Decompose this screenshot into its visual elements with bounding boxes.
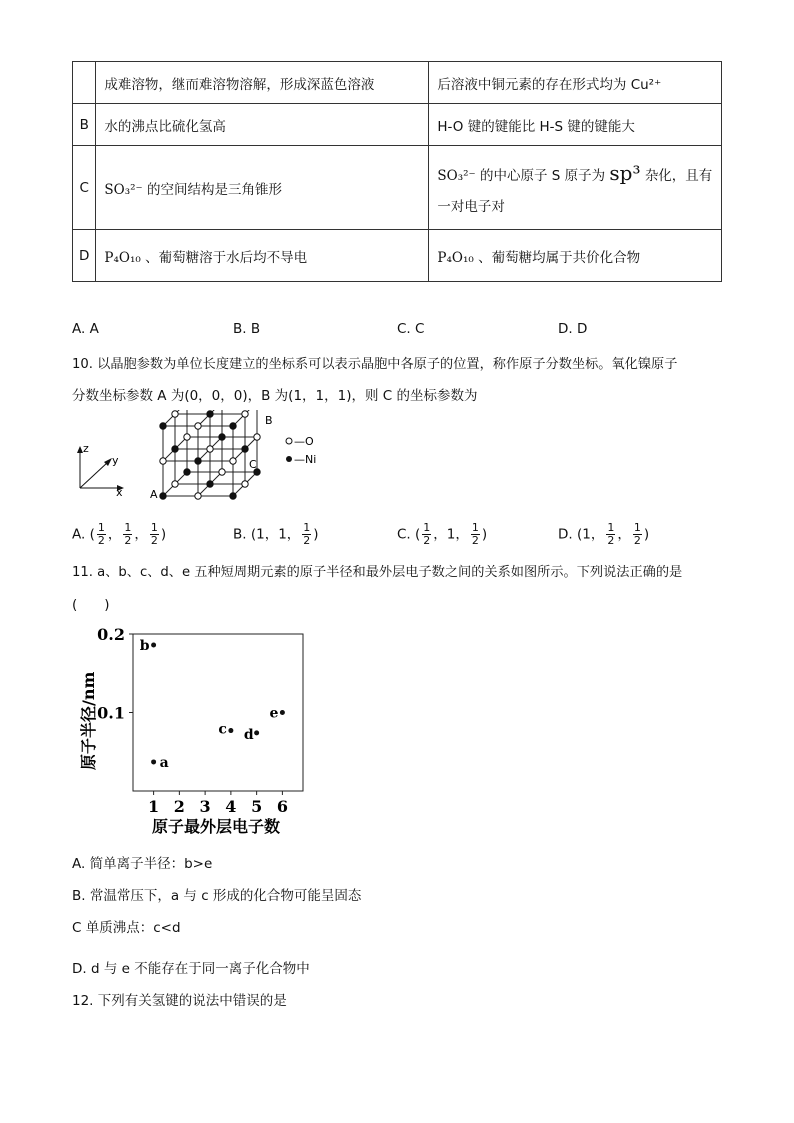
data-point-e [280,710,285,715]
row-key [73,62,96,104]
text: ， [617,526,631,543]
table-row [73,104,722,146]
nio-unit-cell-diagram [145,410,325,510]
data-point-c [228,728,233,733]
table-row [73,62,722,104]
num: 1 [607,521,615,534]
row-right: H-O 键的键能比 H-S 键的键能大 [429,104,722,146]
q9-option-b: B. B [233,321,261,337]
text: ) [643,526,650,543]
q10-line1: 10. 以晶胞参数为单位长度建立的坐标系可以表示晶胞中各原子的位置，称作原子分数坐标。氧化镍原子 [72,357,678,372]
row-left: 水的沸点比硫化氢高 [96,104,429,146]
x-tick-label: 3 [199,797,211,816]
atom-label-a: A [150,488,158,501]
fraction [471,522,480,547]
o-atom [172,411,178,417]
den: 2 [607,534,615,547]
q10-option-a [72,522,166,547]
ni-atom [195,458,201,464]
q10-option-b [233,522,319,547]
hybrid-formula: sp³ [609,160,641,185]
den: 2 [124,534,132,547]
ni-atom [230,493,236,499]
text: C. ( [397,526,421,543]
num: 1 [423,521,431,534]
q9-option-a: A. A [72,321,99,337]
row-left [96,146,429,230]
den: 2 [423,534,431,547]
o-atom [160,458,166,464]
text: 、葡萄糖均属于共价化合物 [478,249,641,266]
ni-atom [160,493,166,499]
num: 1 [471,521,479,534]
legend-o: —O [294,435,314,448]
point-label-d: d [243,726,254,743]
q9-option-d: D. D [558,321,588,337]
num: 1 [303,521,311,534]
o-atom [242,481,248,487]
formula: SO₃²⁻ [437,167,476,184]
fraction [302,522,311,547]
formula: P₄O₁₀ [437,249,474,266]
text: 的空间结构是三角锥形 [146,181,282,198]
text: 一对电子对 [437,198,505,215]
text: ) [313,526,319,543]
ni-atom [160,423,166,429]
o-atom [254,434,260,440]
text: ) [481,526,488,543]
fraction [123,522,132,547]
atom-label-c: C [249,458,257,471]
text: ， [107,526,122,543]
legend-o-marker [286,438,292,444]
row-left: 成难溶物，继而难溶物溶解，形成深蓝色溶液 [96,62,429,104]
x-axis-label: 原子最外层电子数 [152,817,281,836]
formula: SO₃²⁻ [104,181,143,198]
fraction [633,522,642,547]
ni-atom [172,446,178,452]
text: 、葡萄糖溶于水后均不导电 [145,249,308,266]
den: 2 [303,534,311,547]
row-right [429,230,722,282]
x-tick-label: 6 [276,797,288,816]
point-label-a: a [159,754,169,771]
data-point-a [151,759,156,764]
x-tick-label: 1 [148,797,160,816]
row-left [96,230,429,282]
num: 1 [124,521,132,534]
q10-option-c [397,522,487,547]
q9-option-c: C. C [397,321,425,337]
x-tick-label: 5 [251,797,263,816]
o-atom [230,458,236,464]
question-9-table [72,61,722,282]
radius-scatter-chart [70,620,330,842]
text: B. (1，1， [233,526,301,543]
o-atom [242,411,248,417]
x-tick-label: 2 [173,797,185,816]
fraction [150,522,159,547]
q11-option-b: B. 常温常压下，a 与 c 形成的化合物可能呈固态 [72,888,362,904]
point-label-c: c [218,721,227,738]
text: 的中心原子 S 原子为 [479,167,606,184]
fraction [422,522,431,547]
legend-ni-marker [286,456,292,462]
den: 2 [633,534,641,547]
q11-line1: 11. a、b、c、d、e 五种短周期元素的原子半径和最外层电子数之间的关系如图所示。下列说法正确的是 [72,565,683,580]
q12-line1: 12. 下列有关氢键的说法中错误的是 [72,993,287,1009]
den: 2 [97,534,105,547]
o-atom [207,446,213,452]
y-axis-label: 原子半径/nm [79,671,98,770]
axis-z-label: z [83,442,89,455]
legend-ni: —Ni [294,453,317,466]
ni-atom [207,411,213,417]
o-atom [219,469,225,475]
text: ) [160,526,167,543]
den: 2 [471,534,479,547]
row-key: D [73,230,96,282]
ni-atom [184,469,190,475]
row-key: C [73,146,96,230]
num: 1 [150,521,158,534]
data-point-b [151,642,156,647]
q11-option-c: C 单质沸点：c<d [72,920,181,936]
fraction [606,522,615,547]
point-label-e: e [269,705,279,722]
atom-label-b: B [265,414,273,427]
data-point-d [254,730,259,735]
o-atom [184,434,190,440]
table-row [73,230,722,282]
axis-y-label: y [112,454,119,467]
table-row [73,146,722,230]
y-tick-label: 0.1 [97,703,125,723]
ni-atom [230,423,236,429]
ni-atom [219,434,225,440]
axes-diagram [70,438,130,498]
num: 1 [97,521,105,534]
text: 杂化，且有 [644,167,713,184]
text: ，1， [433,526,469,543]
row-right: 后溶液中铜元素的存在形式均为 Cu²⁺ [429,62,722,104]
fraction [97,522,106,547]
point-label-b: b [139,637,150,654]
row-key: B [73,104,96,146]
text: A. ( [72,526,95,543]
row-right [429,146,722,230]
x-tick-label: 4 [225,797,237,816]
ni-atom [242,446,248,452]
ni-atom [207,481,213,487]
q10-option-d [558,522,649,547]
text: ， [134,526,148,543]
q11-option-d: D. d 与 e 不能存在于同一离子化合物中 [72,961,310,977]
formula: P₄O₁₀ [104,249,141,266]
q11-option-a: A. 简单离子半径：b>e [72,856,213,872]
o-atom [195,493,201,499]
y-tick-label: 0.2 [97,625,125,644]
num: 1 [633,521,641,534]
o-atom [172,481,178,487]
o-atom [195,423,201,429]
q11-line2: ( ) [72,597,110,613]
den: 2 [150,534,158,547]
q10-line2: 分数坐标参数 A 为(0，0，0)，B 为(1，1，1)，则 C 的坐标参数为 [72,388,478,404]
axis-x-label: x [116,486,123,498]
text: D. (1， [558,526,605,543]
